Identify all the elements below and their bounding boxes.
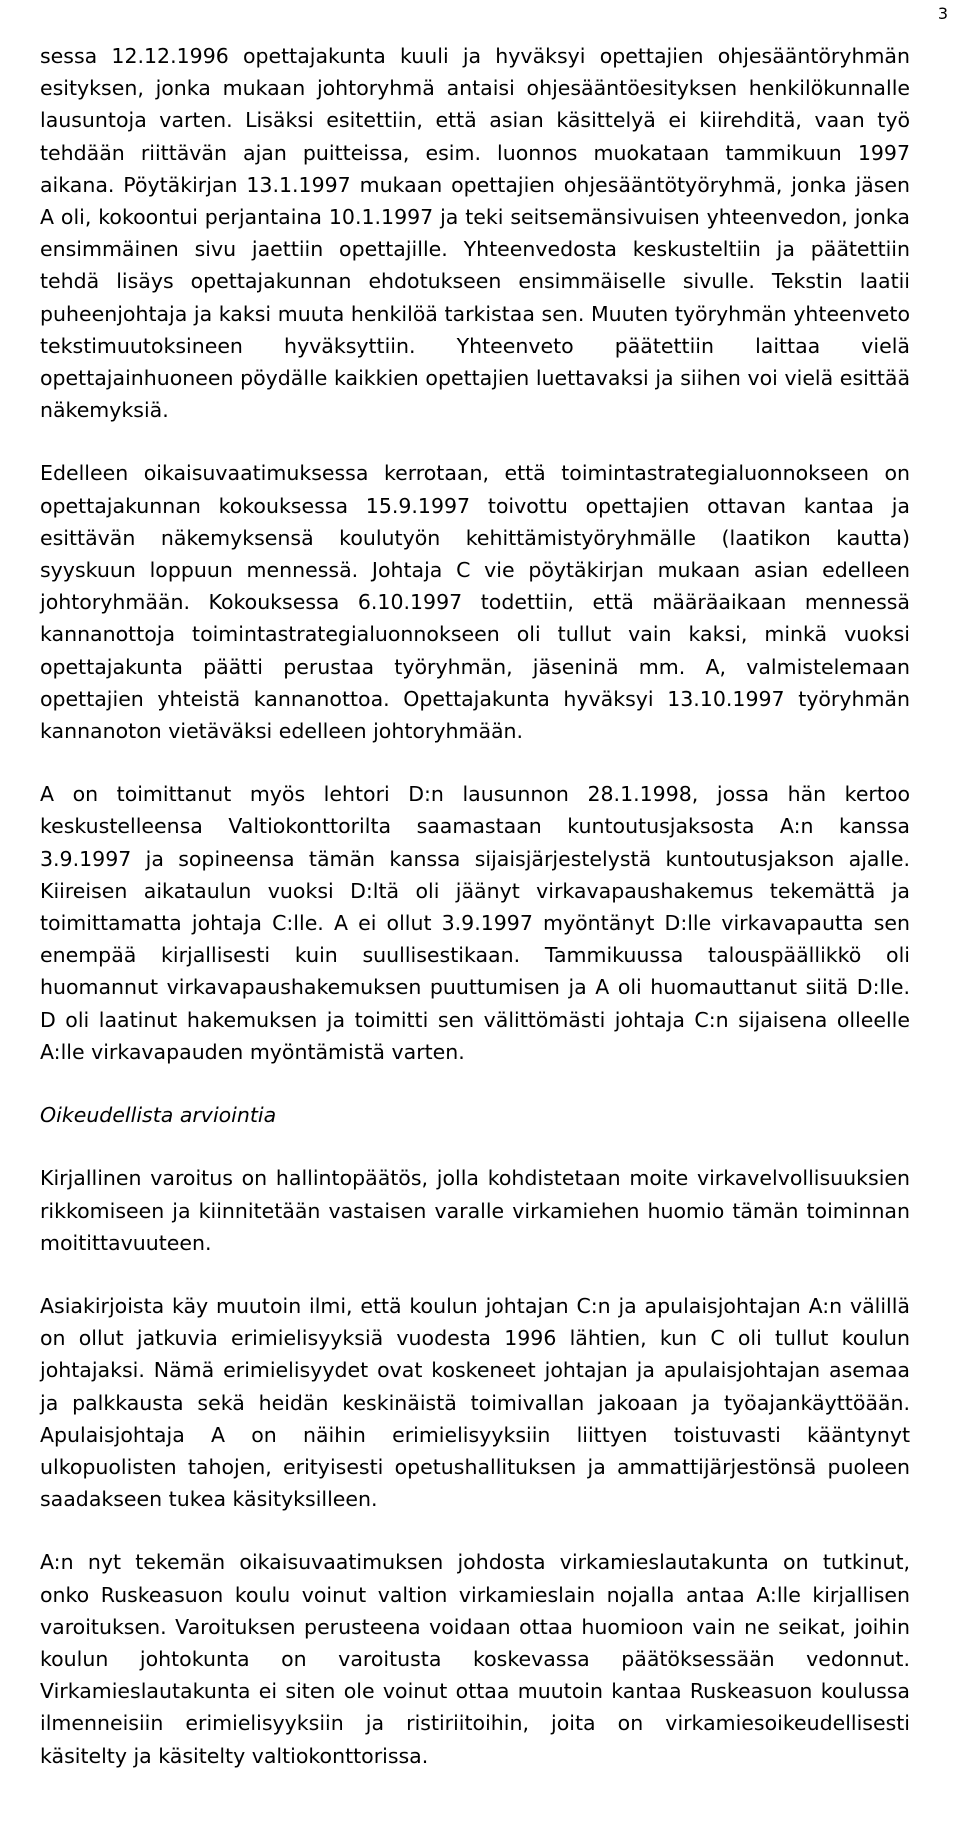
page-number: 3: [937, 4, 948, 23]
paragraph-6: A:n nyt tekemän oikaisuvaatimuksen johdosta virkamieslautakunta on tutkinut, onko Ruskeasuon koulu voinut valtion virkamieslain nojalla antaa A:lle kirjallisen varoituksen. Varoituksen perusteena voidaan ottaa huomioon vain ne seikat, joihin koulun johtokunta on varoitusta koskevassa päätöksessään vedonnut. Virkamieslautakunta ei siten ole voinut ottaa muutoin kantaa Ruskeasuon koulussa ilmenneisiin erimielisyyksiin ja ristiriitoihin, joita on virkamiesoikeudellisesti käsitelty ja käsitelty valtiokonttorissa.: [40, 1550, 910, 1768]
paragraph-3: A on toimittanut myös lehtori D:n lausunnon 28.1.1998, jossa hän kertoo keskustelleensa Valtiokonttorilta saamastaan kuntoutusjaksosta A:n kanssa 3.9.1997 ja sopineensa tämän kanssa sijaisjärjestelystä kuntoutusjakson ajalle. Kiireisen aikataulun vuoksi D:ltä oli jäänyt virkavapaushakemus tekemättä ja toimittamatta johtaja C:lle. A ei ollut 3.9.1997 myöntänyt D:lle virkavapautta sen enempää kirjallisesti kuin suullisestikaan. Tammikuussa talouspäällikkö oli huomannut virkavapaushakemuksen puuttumisen ja A oli huomauttanut siitä D:lle. D oli laatinut hakemuksen ja toimitti sen välittömästi johtaja C:n sijaisena olleelle A:lle virkavapauden myöntämistä varten.: [40, 782, 910, 1064]
paragraph-1: sessa 12.12.1996 opettajakunta kuuli ja hyväksyi opettajien ohjesääntöryhmän esityksen, jonka mukaan johtoryhmä antaisi ohjesääntöesityksen henkilökunnalle lausuntoja varten. Lisäksi esitettiin, että asian käsittelyä ei kiirehditä, vaan työ tehdään riittävän ajan puitteissa, esim. luonnos muokataan tammikuun 1997 aikana. Pöytäkirjan 13.1.1997 mukaan opettajien ohjesääntötyöryhmä, jonka jäsen A oli, kokoontui perjantaina 10.1.1997 ja teki seitsemänsivuisen yhteenvedon, jonka ensimmäinen sivu jaettiin opettajille. Yhteenvedosta keskusteltiin ja päätettiin tehdä lisäys opettajakunnan ehdotukseen ensimmäiselle sivulle. Tekstin laatii puheenjohtaja ja kaksi muuta henkilöä tarkistaa sen. Muuten työryhmän yhteenveto tekstimuutoksineen hyväksyttiin. Yhteenveto päätettiin laittaa vielä opettajainhuoneen pöydälle kaikkien opettajien luettavaksi ja siihen voi vielä esittää näkemyksiä.: [40, 44, 910, 423]
paragraph-2: Edelleen oikaisuvaatimuksessa kerrotaan, että toimintastrategialuonnokseen on opettajakunnan kokouksessa 15.9.1997 toivottu opettajien ottavan kantaa ja esittävän näkemyksensä koulutyön kehittämistyöryhmälle (laatikon kautta) syyskuun loppuun mennessä. Johtaja C vie pöytäkirjan mukaan asian edelleen johtoryhmään. Kokouksessa 6.10.1997 todettiin, että määräaikaan mennessä kannanottoja toimintastrategialuonnokseen oli tullut vain kaksi, minkä vuoksi opettajakunta päätti perustaa työryhmän, jäseninä mm. A, valmistelemaan opettajien yhteistä kannanottoa. Opettajakunta hyväksyi 13.10.1997 työryhmän kannanoton vietäväksi edelleen johtoryhmään.: [40, 461, 910, 744]
paragraph-5: Asiakirjoista käy muutoin ilmi, että koulun johtajan C:n ja apulaisjohtajan A:n välillä on ollut jatkuvia erimielisyyksiä vuodesta 1996 lähtien, kun C oli tullut koulun johtajaksi. Nämä erimielisyydet ovat koskeneet johtajan ja apulaisjohtajan asemaa ja palkkausta sekä heidän keskinäistä toimivallan jakoaan ja työajankäyttöään. Apulaisjohtaja A on näihin erimielisyyksiin liittyen toistuvasti kääntynyt ulkopuolisten tahojen, erityisesti opetushallituksen ja ammattijärjestönsä puoleen saadakseen tukea käsityksilleen.: [40, 1293, 910, 1512]
document-body: [40, 40, 910, 1803]
section-heading: Oikeudellista arviointia: [40, 1103, 277, 1128]
paragraph-4: Kirjallinen varoitus on hallintopäätös, jolla kohdistetaan moite virkavelvollisuuksien rikkomiseen ja kiinnitetään vastaisen varalle virkamiehen huomio tämän toiminnan moitittavuuteen.: [40, 1166, 910, 1255]
